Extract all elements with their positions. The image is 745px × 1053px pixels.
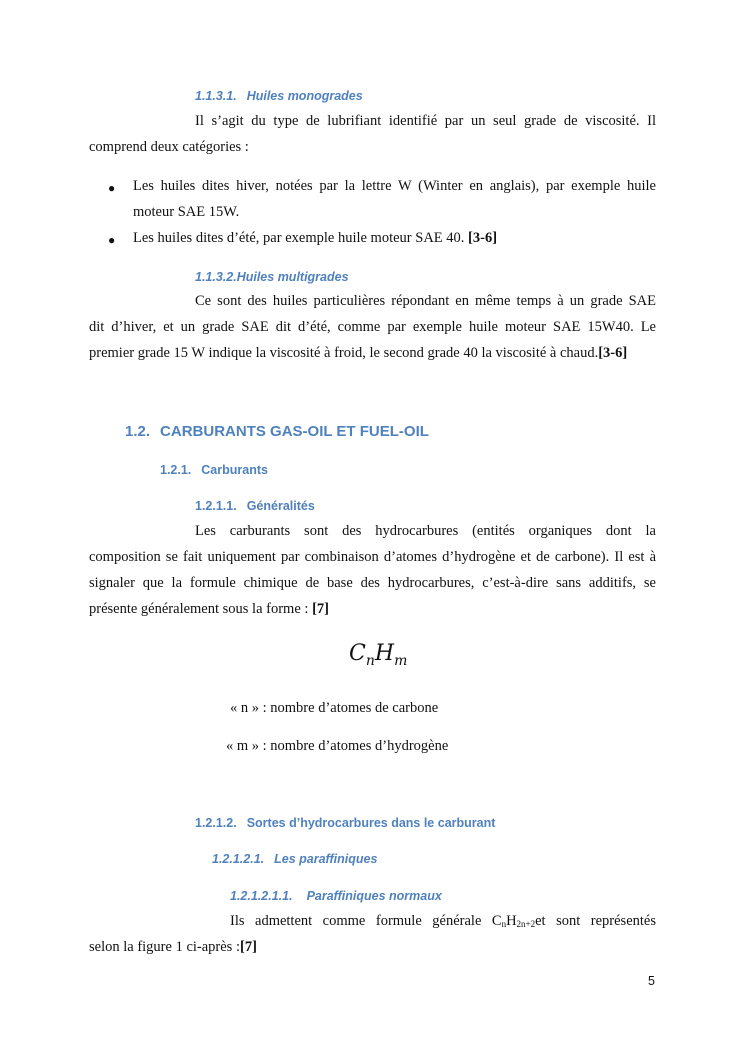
heading-1-2-1-2-1 <box>212 852 377 866</box>
citation: [3-6] <box>468 230 498 246</box>
heading-number: 1.2.1. <box>160 463 192 477</box>
list-item-line: moteur SAE 15W. <box>133 204 240 220</box>
paragraph-text: Ils admettent comme formule générale C <box>230 913 502 929</box>
heading-1-2-1-2 <box>195 816 495 830</box>
paragraph-text: selon la figure 1 ci-après : <box>89 939 240 955</box>
paragraph-text: premier grade 15 W indique la viscosité à froid, le second grade 40 la viscosité à chaud. <box>89 345 599 361</box>
heading-number: 1.2.1.1. <box>195 499 237 513</box>
list-item-line: Les huiles dites hiver, notées par la lettre W (Winter en anglais), par exemple huile <box>133 178 656 194</box>
heading-number: 1.2.1.2. <box>195 816 237 830</box>
heading-1-2-1 <box>160 463 268 477</box>
legend-n: « n » : nombre d’atomes de carbone <box>230 700 439 716</box>
heading-title: Huiles monogrades <box>246 89 363 103</box>
bullet-icon: ● <box>108 181 116 195</box>
subscript: n <box>501 919 507 929</box>
heading-number: 1.2. <box>125 423 151 440</box>
list-item-text: Les huiles dites d’été, par exemple huile moteur SAE 40. <box>133 230 465 246</box>
page-number: 5 <box>648 974 655 988</box>
paragraph-line: Les carburants sont des hydrocarbures (entités organiques dont la <box>195 523 656 539</box>
heading-1-1-3-2 <box>195 270 349 284</box>
paragraph-line: signaler que la formule chimique de base des hydrocarbures, c’est-à-dire sans additifs, se <box>89 575 656 591</box>
list-item <box>133 230 700 247</box>
subscript: 2n+2 <box>516 919 536 929</box>
heading-number: 1.2.1.2.1. <box>212 852 265 866</box>
heading-number: 1.1.3.1. <box>195 89 237 103</box>
formula-n: n <box>365 653 375 669</box>
chemical-formula <box>349 641 407 669</box>
citation: [7] <box>239 939 257 955</box>
paragraph-line: composition se fait uniquement par combinaison d’atomes d’hydrogène et de carbone). Il est à <box>89 549 656 565</box>
heading-title: Carburants <box>201 463 268 477</box>
heading-number: 1.2.1.2.1.1. <box>230 889 293 903</box>
paragraph-text: H <box>506 913 517 929</box>
citation: [3-6] <box>598 345 628 361</box>
citation: [7] <box>312 601 329 617</box>
heading-1-1-3-1 <box>195 89 363 103</box>
formula-h: H <box>374 641 395 666</box>
paragraph-line: comprend deux catégories : <box>89 139 249 155</box>
heading-title: Paraffiniques normaux <box>306 889 442 903</box>
paragraph-line: dit d’hiver, et un grade SAE dit d’été, comme par exemple huile moteur SAE 15W40. Le <box>89 319 656 335</box>
paragraph-line: Il s’agit du type de lubrifiant identifié par un seul grade de viscosité. Il <box>195 113 656 129</box>
paragraph-text: présente généralement sous la forme : <box>89 601 309 617</box>
heading-title: Généralités <box>246 499 315 513</box>
paragraph-line <box>89 601 656 618</box>
heading-number: 1.1.3.2. <box>195 270 237 284</box>
formula-m: m <box>394 653 408 669</box>
paragraph-line <box>89 345 656 362</box>
heading-title: Sortes d’hydrocarbures dans le carburant <box>246 816 496 830</box>
heading-1-2-1-2-1-1 <box>230 889 442 903</box>
legend-m: « m » : nombre d’atomes d’hydrogène <box>226 738 449 754</box>
paragraph-text: et sont représentés <box>535 913 656 929</box>
paragraph-line <box>230 913 656 930</box>
heading-title: Huiles multigrades <box>236 270 349 284</box>
paragraph-line: Ce sont des huiles particulières répondant en même temps à un grade SAE <box>195 293 656 309</box>
paragraph-line <box>89 939 656 956</box>
heading-title: CARBURANTS GAS-OIL ET FUEL-OIL <box>160 423 429 440</box>
heading-1-2-1-1 <box>195 499 315 513</box>
heading-1-2 <box>125 423 429 440</box>
formula-c: C <box>349 641 366 666</box>
heading-title: Les paraffiniques <box>274 852 378 866</box>
bullet-icon: ● <box>108 233 116 247</box>
